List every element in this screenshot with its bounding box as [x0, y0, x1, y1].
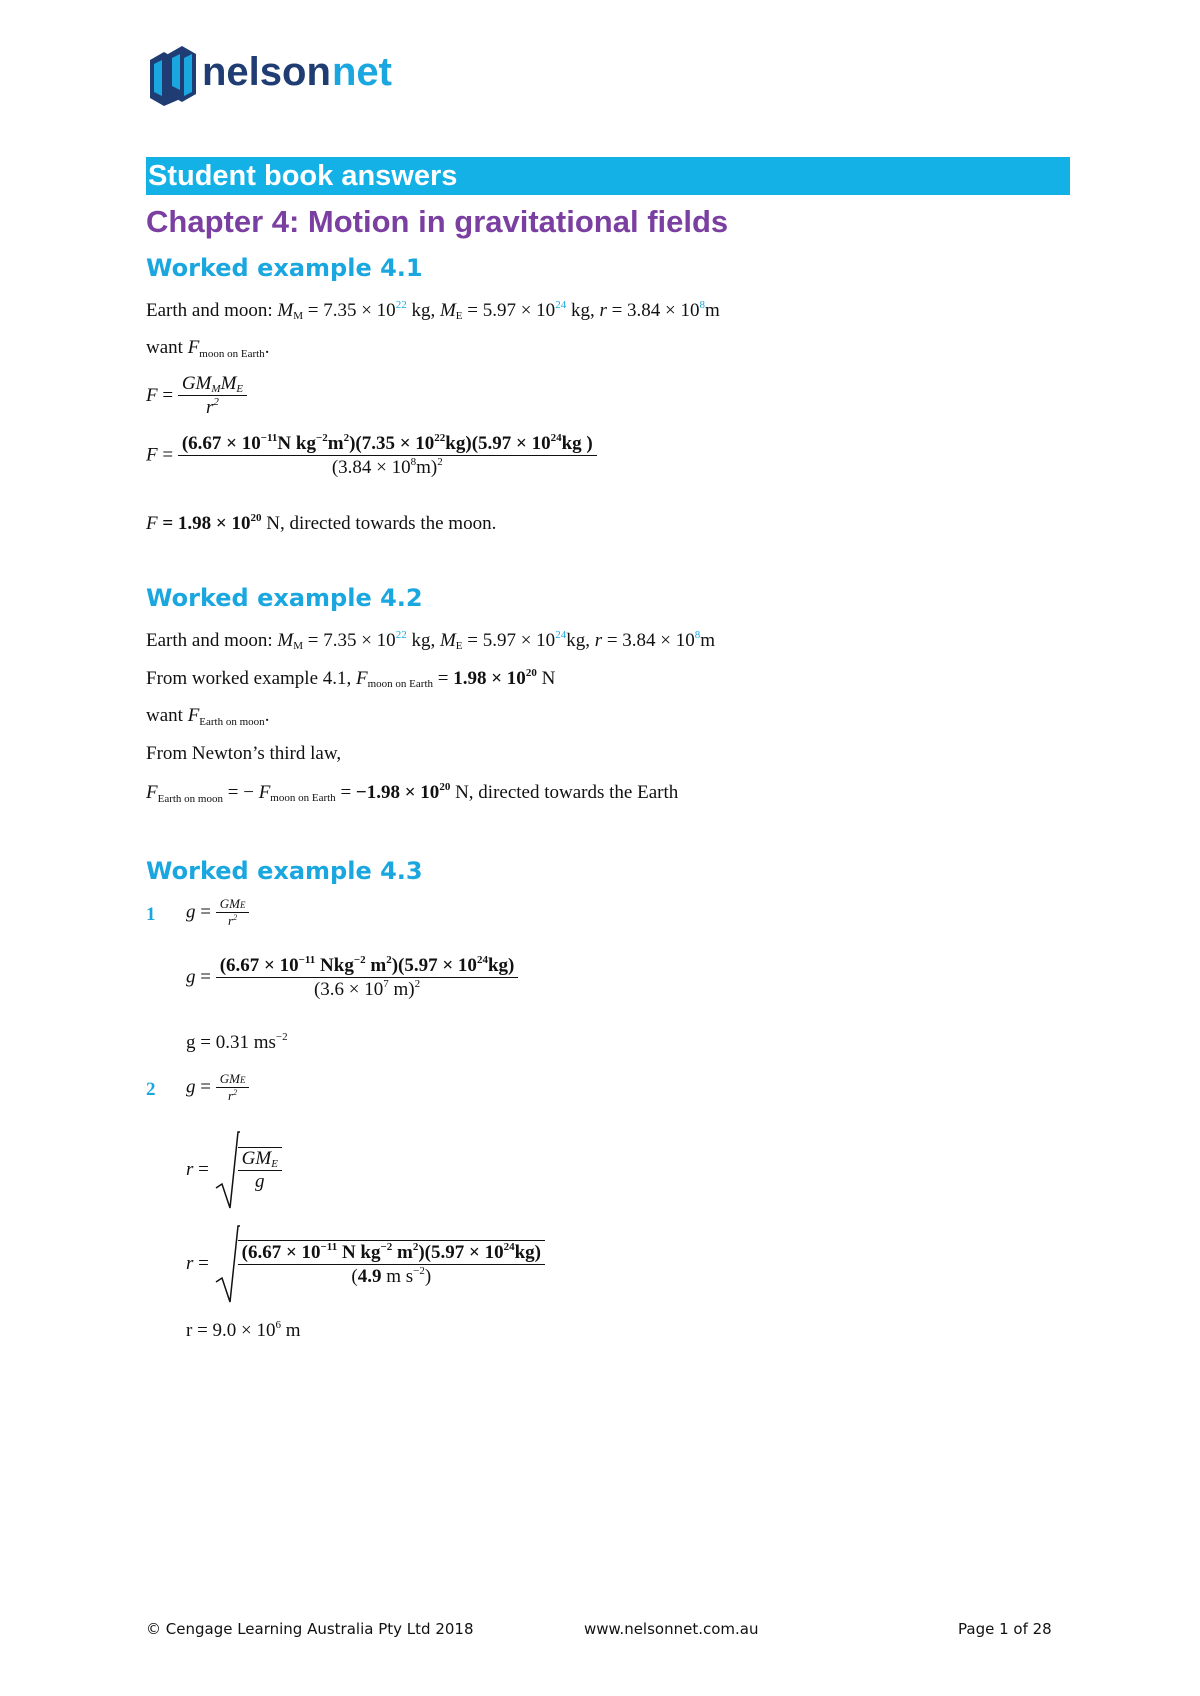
- part-1-label: 1: [146, 904, 156, 925]
- svg-text:nelson: nelson: [202, 50, 331, 94]
- we3-part1-result: g = 0.31 $ms^{-2}$: [186, 1031, 288, 1053]
- we2-newton-third-law: From Newton’s third law,: [146, 743, 342, 764]
- chapter-title: Chapter 4: Motion in gravitational fields: [146, 204, 729, 239]
- we1-formula: F = $\frac{\text{GMMME}}{r^2}$: [146, 373, 247, 419]
- we3-part2-substitution: r = $\frac{(6.67 \times 10^{-11} N kg^{-2} m^2)(5.97 \times 10^{24}kg)}{(4.9 m s^{-2})}$: [186, 1224, 545, 1304]
- banner-title: Student book answers: [148, 160, 458, 192]
- we2-want: want $F_{Earth on moon}$.: [146, 705, 270, 728]
- part-2-label: 2: [146, 1079, 156, 1100]
- we1-result: $F = 1.98 \times 10^{20}$ N, directed towards the moon.: [146, 512, 497, 534]
- worked-example-4-3-heading: Worked example 4.3: [146, 857, 423, 885]
- footer-website-link[interactable]: www.nelsonnet.com.au: [584, 1620, 759, 1638]
- we3-part2-formula: g = $\frac{\text{GME}}{r^2}$: [186, 1071, 249, 1104]
- we2-from-we1: From worked example 4.1, Fmoon on Earth = $1.98 \times 10^{20}$ N: [146, 667, 556, 690]
- we3-part1-substitution: g = $\frac{(6.67 \times 10^{-11} Nkg^{-2} m^2)(5.97 \times 10^{24}kg)}{(3.6 \times 10^7 m)^2}$: [186, 954, 518, 1001]
- we1-want: want $F_{moon on Earth}$.: [146, 337, 270, 360]
- we3-part2-rearranged: r = $\frac{\text{GME}}{g}$: [186, 1130, 282, 1210]
- we2-given-values: Earth and moon: MM = $7.35 \times 10^{22}$ kg, ME = $5.97 \times 10^{24}kg$, $r = 3.84 \times 10^8m$: [146, 629, 716, 652]
- worked-example-4-1-heading: Worked example 4.1: [146, 254, 423, 282]
- we1-given-values: Earth and moon: MM = $7.35 \times 10^{22}$ kg, ME = $5.97 \times 10^{24}$ kg, $r = 3.84 \times 10^8m$: [146, 299, 720, 322]
- sqrt-sign-icon: [214, 1224, 240, 1304]
- logo-cubes-icon: [146, 40, 446, 108]
- we1-substitution: F = $\frac{(6.67 \times 10^{-11}N kg^{-2}m^2)(7.35 \times 10^{22}kg)(5.97 \times 10^{24}kg )}{(3.84 \times 10^8m)^2}$: [146, 432, 597, 479]
- footer-copyright: © Cengage Learning Australia Pty Ltd 2018: [146, 1620, 474, 1638]
- worked-example-4-2-heading: Worked example 4.2: [146, 584, 423, 612]
- sqrt-sign-icon: [214, 1130, 240, 1210]
- we3-part1-formula: g = $\frac{\text{GME}}{r^2}$: [186, 896, 249, 929]
- footer-page-number: Page 1 of 28: [958, 1620, 1052, 1638]
- nelsonnet-logo: [146, 40, 446, 108]
- we2-result: $F_{Earth on moon}$ = − Fmoon on Earth = $-1.98 \times 10^{20}$ N, directed towards the Earth: [146, 781, 679, 805]
- svg-text:net: net: [332, 50, 392, 94]
- we3-part2-result: $r = 9.0 \times 10^6$ m: [186, 1319, 301, 1341]
